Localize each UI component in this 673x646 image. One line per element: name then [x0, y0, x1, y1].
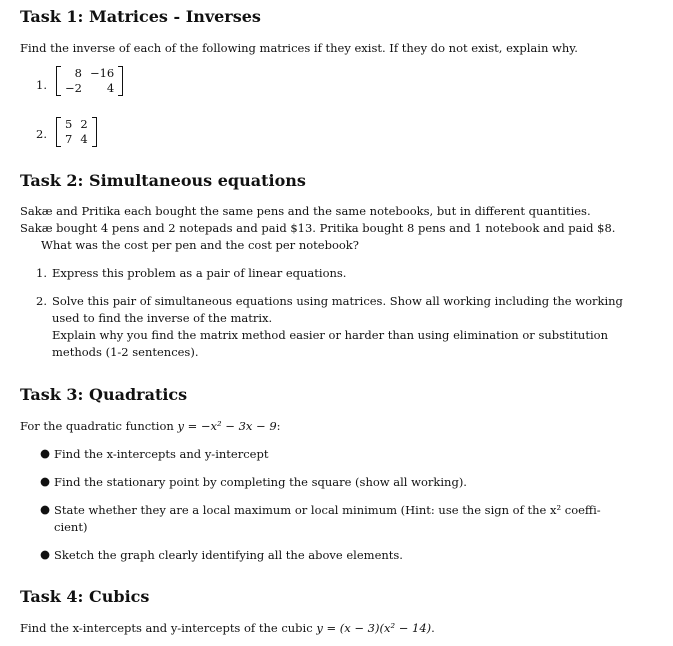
bullet-icon: ●: [40, 502, 51, 516]
cubic-function: y = (x − 3)(x² − 14): [316, 621, 432, 635]
item-text: methods (1-2 sentences).: [52, 345, 199, 359]
intro-punctuation: :: [276, 419, 281, 433]
task3-bullet: [20, 502, 650, 538]
bullet-icon: ●: [40, 474, 51, 488]
task4-punctuation: .: [431, 621, 435, 635]
task4-text: [20, 620, 435, 637]
task3-title: Task 3: Quadratics: [20, 385, 188, 404]
task4-title: Task 4: Cubics: [20, 587, 150, 606]
task4-text-prefix: Find the x-intercepts and y-intercepts of the cubic: [20, 621, 317, 635]
bullet-icon: ●: [40, 446, 51, 460]
matrix-cell: 8: [74, 66, 82, 80]
bullet-text: Find the stationary point by completing the square (show all working).: [54, 475, 467, 489]
intro-text: For the quadratic function: [20, 419, 178, 433]
matrix-2: [56, 117, 97, 147]
task2-title: Task 2: Simultaneous equations: [20, 171, 306, 190]
task2-paragraph-line: What was the cost per pen and the cost per notebook?: [41, 238, 359, 252]
item-text: Express this problem as a pair of linear equations.: [52, 266, 347, 280]
bullet-icon: ●: [40, 547, 51, 561]
bullet-text: Sketch the graph clearly identifying all the above elements.: [54, 548, 403, 562]
task1-item-2: [20, 117, 220, 153]
matrix-cell: −2: [65, 81, 82, 95]
matrix-1: [56, 66, 123, 96]
task1-title: Task 1: Matrices - Inverses: [20, 7, 261, 26]
item-text: used to find the inverse of the matrix.: [52, 311, 273, 325]
item-number: 2.: [36, 294, 47, 308]
task3-intro: [20, 418, 281, 435]
matrix-cell: 4: [106, 81, 115, 95]
quadratic-function: y = −x² − 3x − 9: [177, 419, 277, 433]
bullet-text: State whether they are a local maximum or local minimum (Hint: use the sign of the x² coeffi-: [54, 503, 601, 517]
item-number: 1.: [36, 266, 47, 280]
item-text: Explain why you find the matrix method easier or harder than using elimination or substitution: [52, 328, 608, 342]
item-number: 1.: [36, 78, 47, 92]
task1-intro: Find the inverse of each of the following matrices if they exist. If they do not exist, explain why.: [20, 41, 578, 55]
task3-bullet: [20, 446, 650, 466]
bullet-text: cient): [54, 520, 88, 534]
task3-bullet: [20, 547, 650, 567]
item-number: 2.: [36, 127, 47, 141]
matrix-cell: −16: [89, 66, 115, 80]
matrix-cell: 4: [80, 132, 88, 146]
task1-item-1: [20, 66, 220, 106]
matrix-cell: 7: [65, 132, 73, 146]
matrix-cell: 5: [65, 117, 73, 131]
item-text: Solve this pair of simultaneous equations using matrices. Show all working including the working: [52, 294, 623, 308]
task2-item-2: [36, 293, 646, 363]
task2-paragraph-line: Sakæ bought 4 pens and 2 notepads and paid $13. Pritika bought 8 pens and 1 notebook and paid $8.: [20, 221, 616, 235]
task2-paragraph-line: Sakæ and Pritika each bought the same pens and the same notebooks, but in different quantities.: [20, 204, 591, 218]
task3-bullet: [20, 474, 650, 494]
bullet-text: Find the x-intercepts and y-intercept: [54, 447, 269, 461]
matrix-cell: 2: [80, 117, 88, 131]
